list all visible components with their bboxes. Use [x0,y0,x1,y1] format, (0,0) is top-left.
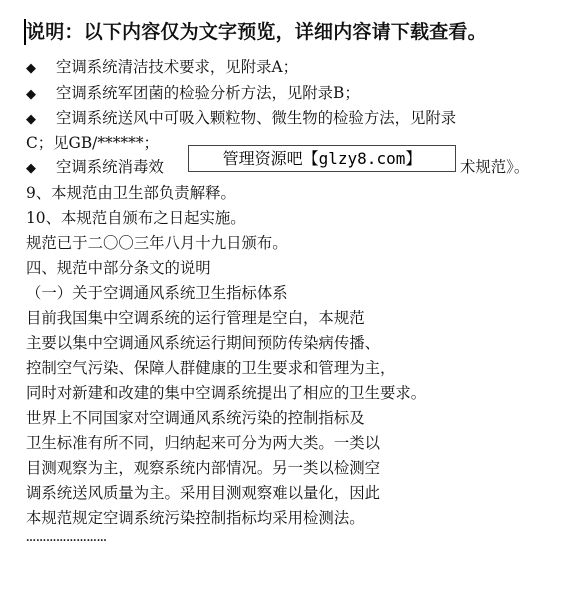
section-heading: 四、规范中部分条文的说明 [26,259,211,277]
bullet-item-3 [26,108,456,130]
paragraph-line: 9、本规范由卫生部负责解释。 [26,184,236,202]
preview-notice-heading: 说明：以下内容仅为文字预览，详细内容请下载查看。 [26,21,487,43]
diamond-bullet-icon: ◆ [26,112,36,127]
bullet-item-3-continuation: C；见GB/******； [26,134,159,152]
paragraph-line: 同时对新建和改建的集中空调系统提出了相应的卫生要求。 [26,384,427,402]
paragraph-line: 目前我国集中空调系统的运行管理是空白，本规范 [26,309,365,327]
subsection-heading: （一）关于空调通风系统卫生指标体系 [26,284,288,302]
diamond-bullet-icon: ◆ [26,87,36,102]
paragraph-line: 10、本规范自颁布之日起实施。 [26,209,246,227]
truncation-ellipsis: …………………… [26,533,107,544]
paragraph-line: 本规范规定空调系统污染控制指标均采用检测法。 [26,509,365,527]
bullet-item-4-tail: 术规范》。 [460,158,530,176]
bullet-text: 空调系统清洁技术要求，见附录A； [56,58,298,76]
bullet-item-4 [26,157,164,179]
paragraph-line: 世界上不同国家对空调通风系统污染的控制指标及 [26,409,365,427]
diamond-bullet-icon: ◆ [26,61,36,76]
paragraph-line: 调系统送风质量为主。采用目测观察难以量化，因此 [26,484,380,502]
bullet-item-1 [26,57,298,79]
bullet-text: 空调系统军团菌的检验分析方法，见附录B； [56,84,360,102]
paragraph-line: 规范已于二〇〇三年八月十九日颁布。 [26,234,288,252]
paragraph-line: 卫生标准有所不同，归纳起来可分为两大类。一类以 [26,434,380,452]
diamond-bullet-icon: ◆ [26,161,36,176]
bullet-text: 空调系统送风中可吸入颗粒物、微生物的检验方法，见附录 [56,109,457,127]
site-watermark-banner: 管理资源吧【glzy8.com】 [188,145,456,172]
bullet-text: 空调系统消毒效 [56,158,164,176]
bullet-item-2 [26,83,360,105]
paragraph-line: 目测观察为主，观察系统内部情况。另一类以检测空 [26,459,380,477]
paragraph-line: 控制空气污染、保障人群健康的卫生要求和管理为主， [26,359,396,377]
paragraph-line: 主要以集中空调通风系统运行期间预防传染病传播、 [26,334,380,352]
